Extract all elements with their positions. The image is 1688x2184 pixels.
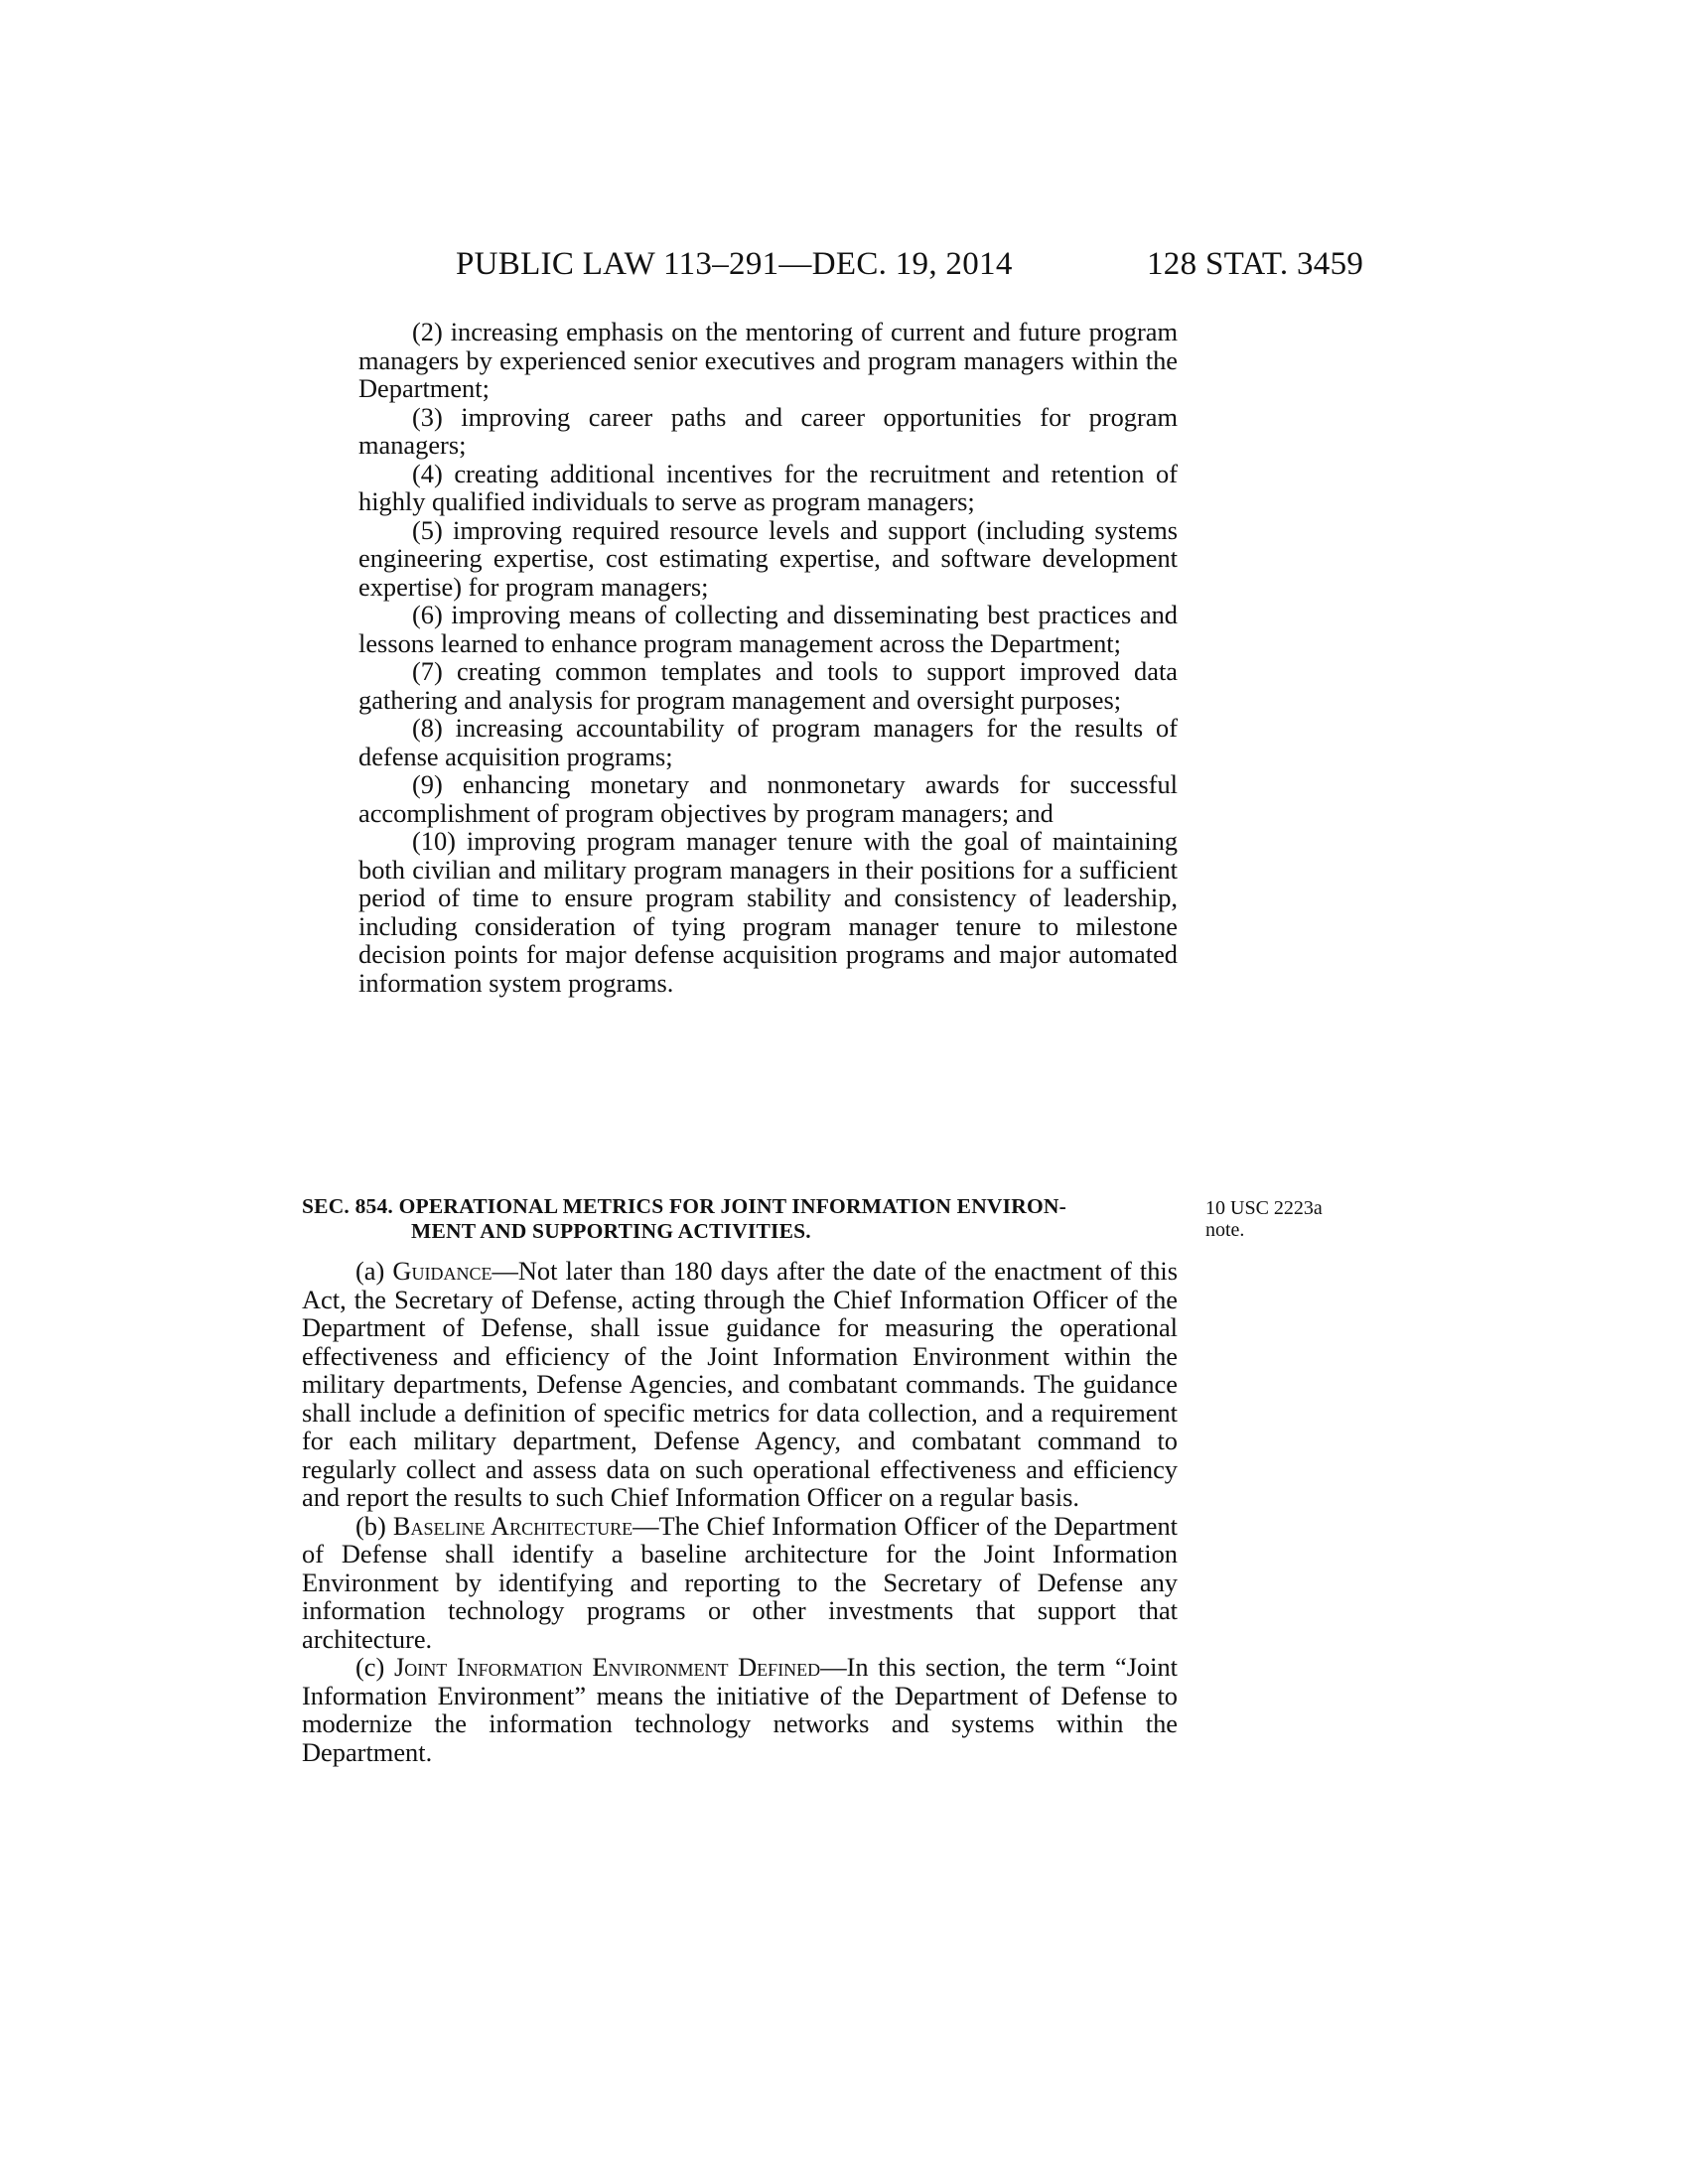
list-item: (5) improving required resource levels and support (including systems engineering expertise, cost estimating expertise, and software development expertise) for program managers; bbox=[358, 514, 1178, 602]
section-heading-line-2: MENT AND SUPPORTING ACTIVITIES. bbox=[411, 1219, 811, 1243]
list-item: (7) creating common templates and tools to support improved data gathering and analysis for program management and oversight purposes; bbox=[358, 656, 1178, 715]
running-header-title: PUBLIC LAW 113–291—DEC. 19, 2014 bbox=[456, 246, 1013, 282]
subsection-c-title: Joint Information Environment Defined bbox=[393, 1652, 821, 1682]
list-item: (3) improving career paths and career opportunities for program managers; bbox=[358, 401, 1178, 460]
subsection-a bbox=[302, 1257, 1178, 1512]
subsection-b-text: —The Chief Information Officer of the Department of Defense shall identify a baseline architecture for the Joint Information Environment by identifying and reporting to the Secretary of Defense any information technology programs or other investments that support that architecture. bbox=[302, 1510, 1178, 1654]
section-body bbox=[302, 1257, 1178, 1766]
list-item: (10) improving program manager tenure with the goal of maintaining both civilian and military program managers in their positions for a sufficient period of time to ensure program stability and consistency of leadership, including consideration of tying program manager tenure to milestone decision points for major defense acquisition programs and major automated information system programs. bbox=[358, 826, 1178, 998]
list-item: (8) increasing accountability of program managers for the results of defense acquisition programs; bbox=[358, 713, 1178, 771]
program-manager-list bbox=[358, 318, 1178, 997]
list-item: (9) enhancing monetary and nonmonetary awards for successful accomplishment of program objectives by program managers; and bbox=[358, 769, 1178, 828]
list-item: (2) increasing emphasis on the mentoring of current and future program managers by experienced senior executives and program managers within the Department; bbox=[358, 317, 1178, 403]
subsection-b-label: (b) bbox=[355, 1510, 386, 1541]
list-item: (6) improving means of collecting and disseminating best practices and lessons learned to enhance program management across the Department; bbox=[358, 600, 1178, 658]
subsection-a-title: Guidance bbox=[392, 1256, 492, 1286]
subsection-a-label: (a) bbox=[355, 1256, 385, 1286]
page-number: 128 STAT. 3459 bbox=[1147, 246, 1364, 282]
list-item: (4) creating additional incentives for the recruitment and retention of highly qualified individuals to serve as program managers; bbox=[358, 458, 1178, 516]
subsection-b-title: Baseline Architecture bbox=[392, 1510, 633, 1541]
section-heading bbox=[302, 1194, 1178, 1244]
section-heading-line-1: SEC. 854. OPERATIONAL METRICS FOR JOINT INFORMATION ENVIRON- bbox=[302, 1194, 1066, 1218]
subsection-c-label: (c) bbox=[355, 1652, 385, 1682]
subsection-b bbox=[302, 1512, 1178, 1654]
subsection-c-text: —In this section, the term “Joint Information Environment” means the initiative of the Department of Defense to modernize the information technology networks and systems within the Department. bbox=[302, 1652, 1179, 1767]
subsection-a-text: —Not later than 180 days after the date of the enactment of this Act, the Secretary of Defense, acting through the Chief Information Officer of the Department of Defense, shall issue guidance for measuring the operational effectiveness and efficiency of the Joint Information Environment within the military departments, Defense Agencies, and combatant commands. The guidance shall include a definition of specific metrics for data collection, and a requirement for each military department, Defense Agency, and combatant command to regularly collect and assess data on such operational effectiveness and efficiency and report the results to such Chief Information Officer on a regular basis. bbox=[302, 1256, 1178, 1512]
subsection-c bbox=[302, 1653, 1178, 1766]
margin-note: 10 USC 2223a note. bbox=[1205, 1197, 1323, 1241]
